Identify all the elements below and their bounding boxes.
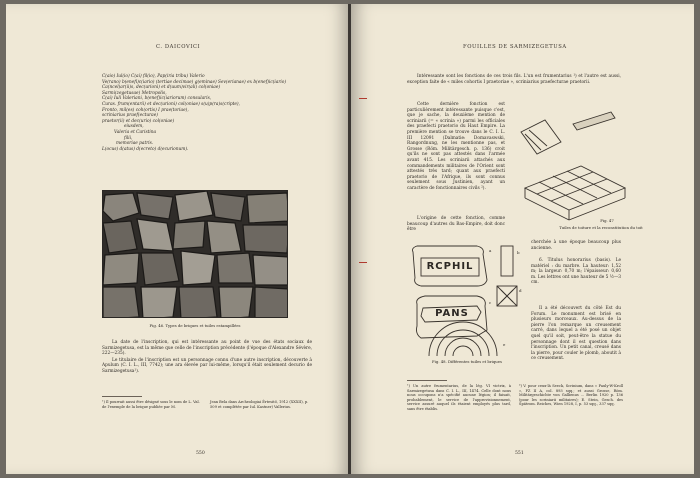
right-body-main: Cette dernière fonction est particulièrement intéressante puisque c'est, que je sache, la deuxième mention de scriniarii (= « scrinia ») parmi les officiales des praefecti praetorio du Haut Empire. La première mention se trouve dans le C. I. L. III 12091 (Dalmatie: Domavaswski, Rangordnung, ne les mentionne pas, et Grosse (Röm. Militärgesch. p. 136) croit qu'ils ne sont pas attestés dans l'armée avant 415. Les scriniarii attachés aux commandements militaires de l'Orient sont attestés très tard; quant aux praefecti praetorio de l'Afrique, ils sont connus seulement sous Justinien, ayant un caractère de fonctionnaires civils ²). (407, 102, 505, 191)
fig48-drawing (407, 244, 527, 356)
right-running-head: FOUILLES DE SARMIZEGETUSA (463, 44, 567, 50)
inscription-line: Sarmi(zegetusae) Metropolis, (102, 90, 167, 96)
inscription-line: Ca(ncel)ar(ii)s, dec(urioni) et d(uum)vir(ali) col(oniae) (102, 85, 221, 91)
fig48-label: a (489, 248, 492, 253)
inscription-line: Curas. frum(entarii) et dec(urioni) col(oniae) s(u)p(ra)s(cripte), (102, 101, 240, 107)
fig47-caption-detail: Tuiles de toiture et la reconstitution du toit (559, 225, 643, 230)
paragraph: La date de l'inscription, qui est intéressante au point de vue des états sociaux de Sarmizegetusa, est la même que celle de l'inscription précédente (l'époque d'Alexandre Sévère, 222—235). (102, 340, 312, 357)
inscription-text (102, 74, 312, 152)
inscription-line: filii, (124, 135, 133, 141)
left-page-number: 550 (196, 451, 205, 456)
fig46-caption: Fig. 46. Types de briques et tuiles estampillées (149, 323, 241, 328)
inscription-line: scriniarius praef(ecturae) (102, 113, 158, 119)
fig47-caption: Fig. 47 (600, 218, 614, 223)
right-body-intro: Intéressante sont les fonctions de ces trois fils. L'un est frumentarius ¹) et l'autre est aussi, exception faite de « miles cohortis I praetoriae », scriniarius praefecturae praetorii. (407, 74, 621, 85)
stamp-b-text: PANS (435, 308, 469, 319)
margin-mark (359, 262, 367, 263)
left-page (6, 4, 349, 474)
right-body-continued: cherchée à une époque beaucoup plus ancienne. (531, 240, 621, 251)
inscription-line: eiusdem, (124, 124, 144, 130)
inscription-line: Fronto, mil(es) coh(ortis) I prae(toriae), (102, 107, 189, 113)
left-running-head: C. DAICOVICI (156, 44, 201, 50)
fig48-label: d (519, 288, 522, 293)
inscription-line: Valeria et Caristina (114, 129, 157, 135)
right-body-origin: L'origine de cette fonction, comme beaucoup d'autres du Bas-Empire, doit donc être (407, 216, 505, 233)
fig48-label: e (503, 342, 506, 347)
inscription-line: C(ai) Iuli Valeriani, b(enef)ic(iariorum) consularis, (102, 96, 212, 102)
right-page-number: 551 (515, 451, 524, 456)
inscription-line: memoriae patris. (116, 141, 154, 147)
footnote-rule (407, 380, 447, 381)
left-footnote: ¹) Il pourrait aussi être désigné sous le nom de L. Val. de l'exemple de la brique publiée par M. (102, 400, 200, 409)
right-footnote: ²) V. pour ceux-là Seeck, Scrinium, dans « Pauly-W-Kroll », PZ II A, col. 893 sqq.; et aussi Grosse, Röm. Militärgeschichte von Gallienus ... Berlin 1920 p. 136 (pour les scriniarii militaires); E. Stein, Gesch. des Spätrom. Reiches, Wien 1928, I, p. 53 sqq., 337 sqq. (519, 384, 623, 407)
inscription-line: praetor(ii) et dec(urio) col(oniae) (102, 118, 175, 124)
monument-description: Il a été découvert du côté Est du Forum. Le monument est brisé en plusieurs morceaux. Au-dessus de la pierre l'on remarque un creusement carré, dans lequel a été posé un objet quel qu'il soit, peut-être la statue du personnage dont il est question dans l'inscription. Un petit canal, creusé dans la pierre, pour couler le plomb, aboutit à ce creusement. (531, 306, 621, 362)
book-spread (6, 4, 694, 474)
fig48-label: c (489, 300, 492, 305)
margin-mark (359, 98, 367, 99)
paragraph: Le titulaire de l'inscription est un personnage connu d'une autre inscription, découverte à Apulum (C. I. L., III, 7742); une ara élevée par lui-même, lorsqu'il était seulement decurio de Sarmizegetusa¹). (102, 357, 312, 374)
inscription-line: C(aio) Iul(io) C(ai) fil(io), Pap(iria tribu) Valerio (102, 74, 205, 79)
bricks-photo-image (103, 191, 288, 318)
inscription-line: L(ocus) d(atus) d(ecreto) d(ecurionum). (102, 146, 189, 152)
fig48-caption: Fig. 48. Différentes tuiles et briques (432, 359, 502, 364)
bricks-photo (102, 190, 288, 318)
right-footnote: ¹) Un autre frumentarius, de la lég. VI victrix, à Sarmizegetusa dans C. I. L., III, 1474. Celle dont nous nous occupons n'a spécifié aucune légion; il faisait, probablement, le service de l'approvisionnement, service assuré auquel ils étaient employés plus tard, sans être établis. (407, 384, 511, 411)
right-page (351, 4, 694, 474)
fig48-label: b (517, 250, 520, 255)
inscription-line: Ve(rano) b(enefi)c(iario) (tertiae decimae) g(eminae) Sev(erianae) ex b(enef)ic(iario) (102, 79, 287, 85)
titulus-description: 6. Titulus honorarius (basis). Le matériel : du marbre. La hauteur: 1,52 m; la largeur: 0,70 m; l'épaisseur: 0,60 m. Les lettres ont une hauteur de 5 ½—3 cm. (531, 258, 621, 286)
fig47-drawing (515, 102, 633, 162)
left-footnote: Jean Bela dans Archeologiai Értesitő, 1912 (XXXII), p. 509 et complétée par Iul. Kastner) Vallerius. (210, 400, 309, 409)
stamp-a-text: RCPHIL (426, 261, 474, 272)
left-body-text (102, 340, 312, 375)
footnote-rule (102, 396, 142, 397)
